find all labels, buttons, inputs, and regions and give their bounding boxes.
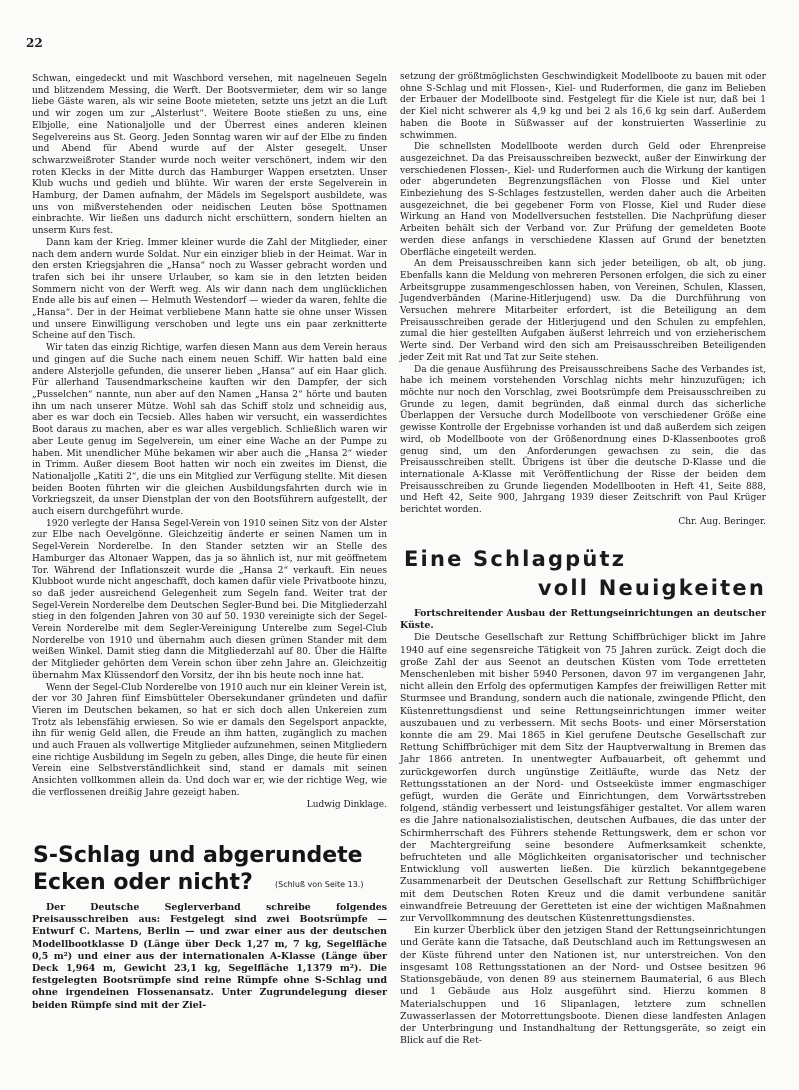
article-title-schlagpuetz	[404, 545, 766, 603]
lead-paragraph: Der Deutsche Seglerverband schreibe folgendes Preisausschreiben aus: Festgelegt sind zwei Bootsrümpfe — Entwurf C. Martens, Berlin — und zwar einer aus der deutschen Modellbootklasse D (Länge über Deck 1,27 m, 7 kg, Segelfläche 0,5 m²) und einer aus der internationalen A-Klasse (Länge über Deck 1,964 m, Gewicht 23,1 kg, Segelfläche 1,1379 m²). Die festgelegten Bootsrümpfe sind reine Rümpfe ohne S-Schlag und ohne irgendeinen Flossenansatz. Unter Zugrundelegung dieser beiden Rümpfe sind mit der Ziel-	[32, 902, 387, 1011]
article-sschlag-continuation-column	[400, 72, 766, 528]
paragraph: Dann kam der Krieg. Immer kleiner wurde die Zahl der Mitglieder, einer nach dem andern wurde Soldat. Nur ein einziger blieb in der Heimat. War in den ersten Kriegsjahren die „Hansa“ noch zu Wasser gebracht worden und trafen sich bei ihr unsere Urlauber, so kam sie in den letzten beiden Sommern nicht von der Werft weg. Als wir dann nach dem unglücklichen Ende alle bis auf einen — Helmuth Westendorf — wieder da waren, fehlte die „Hansa“. Der in der Heimat verbliebene Mann hatte sie ohne unser Wissen und unsere Einwilligung verschoben und legte uns ein paar zerknitterte Scheine auf den Tisch.	[32, 237, 387, 342]
author-signature: Chr. Aug. Beringer.	[678, 516, 766, 527]
article-schlagpuetz-column	[400, 608, 766, 1047]
paragraph: setzung der größtmöglichsten Geschwindigkeit Modellboote zu bauen mit oder ohne S-Schlag und mit Flossen-, Kiel- und Ruderformen, die ganz im Belieben der Erbauer der Modellboote sind. Festgelegt für die Kiele ist nur, daß bei 1 der Kiel nicht schwerer als 4,9 kg und bei 2 als 16,6 kg sein darf. Außerdem haben die Boote in Süßwasser auf der konstruierten Wasserlinie zu schwimmen.	[400, 72, 766, 141]
title-line: voll Neuigkeiten	[537, 576, 766, 600]
continuation-note: (Schluß von Seite 13.)	[275, 880, 364, 889]
author-signature: Ludwig Dinklage.	[306, 799, 387, 810]
paragraph: Wenn der Segel-Club Norderelbe von 1910 auch nur ein kleiner Verein ist, der vor 30 Jahren fünf Eimsbütteler Obersekundaner gründeten und dafür Vieren im Deutschen bekamen, so hat er sich doch allen Unkereien zum Trotz als lebensfähig erwiesen. So wie er damals den Segelsport anpackte, ihn für wenig Geld allen, die Freude an ihm hatten, zugänglich zu machen und auch Frauen als vollwertige Mitglieder aufzunehmen, seinen Mitgliedern eine richtige Ausbildung im Segeln zu geben, alles Dinge, die heute für einen Verein eine Selbstverständlichkeit sind, stand er damals mit seinen Ansichten vollkommen allein da. Und doch war er, wie der richtige Weg, wie die verflossenen dreißig Jahre gezeigt haben.	[32, 682, 388, 798]
paragraph: Die Deutsche Gesellschaft zur Rettung Schiffbrüchiger blickt im Jahre 1940 auf eine segensreiche Tätigkeit von 75 Jahren zurück. Zeigt doch die große Zahl der aus Seenot an deutschen Küsten vom Tode erretteten Menschenleben mit bisher 5940 Personen, davon 97 im vergangenen Jahr, nicht allein den Erfolg des opfermutigen Kampfes der freiwilligen Retter mit Sturmsee und Brandung, sondern auch die nationale, zwingende Pflicht, den Küstenrettungsdienst und seine Rettungseinrichtungen immer weiter auszubauen und zu verbessern. Mit sechs Boots- und einer Mörserstation konnte die am 29. Mai 1865 in Kiel gerufene Deutsche Gesellschaft zur Rettung Schiffbrüchiger mit dem Sitz der Hauptverwaltung in Bremen das Jahr 1866 antreten. In unentwegter Aufbauarbeit, oft gehemmt und zurückgeworfen durch ungünstige Zeitläufte, wurde das Netz der Rettungsstationen an der Nord- und Ostseeküste immer engmaschiger gefügt, wurden die Geräte und Einrichtungen, dem Vorwärtsstreben folgend, ständig verbessert und leistungsfähiger gestaltet. Vor allem waren es die Jahre nationalsozialistischen, deutschen Aufbaues, die das unter der Schirmherrschaft des Führers stehende Rettungswerk, dem er schon vor der Machtergreifung seine besondere Aufmerksamkeit schenkte, befruchteten und alle Möglichkeiten organisatorischer und technischer Entwicklung voll auswerten ließen. Die kürzlich bekanntgegebene Zusammenarbeit der Deutschen Gesellschaft zur Rettung Schiffbrüchiger mit dem Deutschen Roten Kreuz und die damit verbundene sanitär einwandfreie Betreuung der Geretteten ist eine der wichtigen Maßnahmen zur Vervollkommnung des deutschen Küstenrettungsdienstes.	[400, 632, 766, 925]
paragraph: An dem Preisausschreiben kann sich jeder beteiligen, ob alt, ob jung. Ebenfalls kann die Meldung von mehreren Personen erfolgen, die sich zu einer Arbeitsgruppe zusammengeschlossen haben, von Vereinen, Schulen, Klassen, Jugendverbänden (Marine-Hitlerjugend) usw. Da die Durchführung von Versuchen mehrere Mitarbeiter erfordert, ist die Beteiligung an dem Preisausschreiben gerade der Hitlerjugend und den Schulen zu empfehlen, zumal die hier gestellten Aufgaben äußerst lehrreich und von erzieherischem Werte sind. Der Verband wird den sich am Preisausschreiben Beteiligenden jeder Zeit mit Rat und Tat zur Seite stehen.	[400, 259, 766, 363]
paragraph: Die schnellsten Modellboote werden durch Geld oder Ehrenpreise ausgezeichnet. Da das Preisausschreiben bezweckt, außer der Einwirkung der verschiedenen Flossen-, Kiel- und Ruderformen auch die Wirkung der kantigen oder abgerundeten Begrenzungsflächen von Flosse und Kiel unter Einbeziehung des S-Schlages festzustellen, werden daher auch die Arbeiten ausgezeichnet, die bei gegebener Form von Flosse, Kiel und Ruder diese Wirkung an Hand von Modellversuchen feststellen. Die Nachprüfung dieser Arbeiten behält sich der Verband vor. Zur Prüfung der gemeldeten Boote werden diese anfangs in verschiedene Klassen auf Grund der benetzten Oberfläche eingeteilt werden.	[400, 142, 766, 258]
lead-heading: Fortschreitender Ausbau der Rettungseinrichtungen an deutscher Küste.	[400, 608, 766, 632]
title-line: Eine Schlagpütz	[404, 547, 627, 571]
paragraph: 1920 verlegte der Hansa Segel-Verein von 1910 seinen Sitz von der Alster zur Elbe nach Oevelgönne. Gleichzeitig änderte er seinen Namen um in Segel-Verein Norderelbe. In den Stander setzten wir an Stelle des Hamburger das Altonaer Wappen, das ja so ähnlich ist, nur mit geöffnetem Tor. Während der Inflationszeit wurde die „Hansa 2“ verkauft. Ein neues Klubboot wurde nicht angeschafft, doch kamen dafür viele Privatboote hinzu, so daß jeder ausreichend Gelegenheit zum Segeln fand. Weiter trat der Segel-Verein Norderelbe dem Deutschen Segler-Bund bei. Die Mitgliederzahl stieg in den folgenden Jahren von 30 auf 50. 1930 vereinigte sich der Segel-Verein Norderelbe mit dem Segler-Vereinigung Unterelbe zum Segel-Club Norderelbe von 1910 und übernahm auch diesen grünen Stander mit dem weißen Winkel. Damit stieg dann die Mitgliederzahl auf 80. Über die Hälfte der Mitglieder gehörten dem Verein schon über zehn Jahre an. Gleichzeitig übernahm Max Klüssendorf den Vorsitz, der ihn bis heute noch inne hat.	[32, 518, 387, 681]
article-title: S-Schlag und abgerundete Ecken oder nicht?	[33, 843, 363, 895]
article-sschlag-lead-column	[32, 902, 387, 1012]
paragraph: Schwan, eingedeckt und mit Waschbord versehen, mit nagelneuen Segeln und blitzendem Messing, die Werft. Der Bootsvermieter, dem wir so lange liebe Gäste waren, als wir seine Boote mieteten, setzte uns jetzt an die Luft und wir zogen um zur „Alsterlust“. Weitere Boote stießen zu uns, eine Elbjolle, eine Nationaljolle und der Überrest eines anderen kleinen Segelvereins aus St. Georg. Jeden Sonntag waren wir auf der Elbe zu finden und Abend für Abend wurde auf der Alster gesegelt. Unser schwarzweißroter Stander wurde noch weiter verschönert, indem wir den roten Klecks in der Mitte durch das Hamburger Wappen ersetzten. Unser Klub wuchs und gedieh und blühte. Wir waren der erste Segelverein in Hamburg, der Damen aufnahm, der Mädels im Segelsport ausbildete, was uns von mißverstehenden oder neidischen Leuten böse Spottnamen einbrachte. Wir ließen uns dadurch nicht erschüttern, sondern hielten an unserm Kurs fest.	[32, 74, 387, 237]
article-hansa-column	[32, 74, 387, 811]
paragraph: Wir taten das einzig Richtige, warfen diesen Mann aus dem Verein heraus und gingen auf die Suche nach einem neuen Schiff. Wir hatten bald eine andere Alsterjolle gefunden, die unserer lieben „Hansa“ auf ein Haar glich. Für allerhand Tausendmarkscheine kauften wir den Dampfer, der sich „Pusselchen“ nannte, nun aber auf den Namen „Hansa 2“ hörte und bauten ihn um nach unserer Mütze. Wohl sah das Schiff stolz und schneidig aus, aber es war doch ein Tecsieb. Alles haben wir versucht, ein wasserdichtes Boot daraus zu machen, aber es war alles vergeblich. Schließlich waren wir aber Leute genug im Segelverein, um einer eine Wache an der Pumpe zu haben. Mit unendlicher Mühe bekamen wir aber auch die „Hansa 2“ wieder in Trimm. Außer diesem Boot hatten wir noch ein zweites im Dienst, die Nationaljolle „Katiti 2“, die uns ein Mitglied zur Verfügung stellte. Mit diesen beiden Booten führten wir die gleichen Ausbildungsfahrten durch wie in Vorkriegszeit, da unser Dienstplan der von den Bootsführern aufgestellt, der auch eisern durchgeführt wurde.	[32, 343, 387, 518]
paragraph: Da die genaue Ausführung des Preisausschreibens Sache des Verbandes ist, habe ich meinem vorstehenden Vorschlag nichts mehr hinzuzufügen; ich möchte nur noch den Vorschlag, zwei Bootsrümpfe dem Preisausschreiben zu Grunde zu legen, damit begründen, daß einmal durch das sicherliche Überlappen der Versuche durch Modellboote von verschiedener Größe eine gewisse Kontrolle der Ergebnisse vorhanden ist und daß außerdem sich zeigen wird, ob Modellboote von der Größenordnung eines D-Klassenbootes groß genug sind, um den Anforderungen gewachsen zu sein, die das Preisausschreiben stellt. Übrigens ist über die deutsche D-Klasse und die internationale A-Klasse mit Veröffentlichung der Risse der beiden dem Preisausschreiben zu Grunde liegenden Modellbooten in Heft 41, Seite 888, und Heft 42, Seite 900, Jahrgang 1939 dieser Zeitschrift von Paul Krüger berichtet worden.	[400, 364, 766, 516]
page-number: 22	[26, 36, 43, 50]
paragraph: Ein kurzer Überblick über den jetzigen Stand der Rettungseinrichtungen und Geräte kann die Tatsache, daß Deutschland auch im Rettungswesen an der Küste führend unter den Nationen ist, nur unterstreichen. Von den insgesamt 108 Rettungsstationen an der Nord- und Ostsee besitzen 96 Stationsgebäude, von denen 89 aus steinernem Baumaterial, 6 aus Blech und 1 Gebäude aus Holz ausgeführt sind. Hierzu kommen 8 Materialschuppen und 16 Slipanlagen, letztere zum schnellen Zuwasserlassen der Motorrettungsboote. Dienen diese landfesten Anlagen der Unterbringung und Instandhaltung der Rettungsgeräte, so zeigt ein Blick auf die Ret-	[400, 925, 766, 1047]
